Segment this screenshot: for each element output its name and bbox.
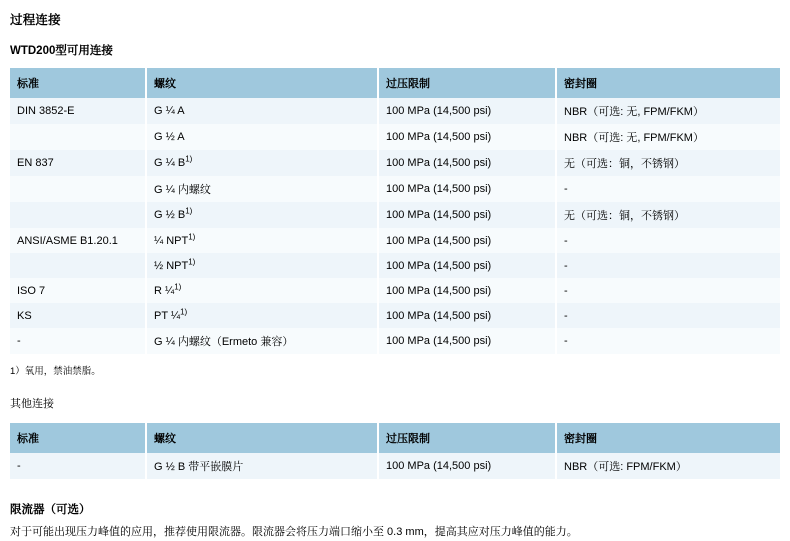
cell-standard (10, 202, 146, 228)
cell-seal: - (556, 303, 780, 328)
cell-standard (10, 176, 146, 202)
cell-overpressure: 100 MPa (14,500 psi) (378, 124, 556, 150)
restrictor-description: 对于可能出现压力峰值的应用，推荐使用限流器。限流器会将压力端口缩小至 0.3 mm，提高其应对压力峰值的能力。 (10, 526, 578, 538)
cell-seal: - (556, 228, 780, 253)
cell-seal: NBR（可选: 无, FPM/FKM） (556, 98, 780, 124)
cell-thread-text: ¼ NPT (154, 234, 189, 247)
cell-overpressure: 100 MPa (14,500 psi) (378, 150, 556, 176)
table-row (10, 98, 780, 124)
column-header-standard: 标准 (10, 68, 146, 98)
cell-overpressure: 100 MPa (14,500 psi) (378, 253, 556, 278)
cell-thread (146, 98, 378, 124)
cell-thread-text: ½ NPT (154, 259, 189, 272)
cell-seal: - (556, 328, 780, 354)
cell-thread-text: G ½ B (154, 209, 186, 221)
table-row (10, 176, 780, 202)
cell-thread (146, 150, 378, 176)
cell-seal: 无（可选：铜，不锈钢） (556, 202, 780, 228)
cell-thread-text: G ¼ A (154, 105, 185, 117)
cell-thread-text: PT ¼ (154, 309, 181, 322)
table-row (10, 278, 780, 303)
table-row (10, 303, 780, 328)
cell-standard: - (10, 328, 146, 354)
table-row (10, 228, 780, 253)
cell-thread-text: G ½ A (154, 131, 185, 143)
column-header-thread: 螺纹 (146, 423, 378, 453)
cell-thread (146, 328, 378, 354)
cell-thread-footnote-marker: 1) (174, 281, 182, 291)
other-connections-table-body (10, 453, 780, 479)
cell-thread (146, 124, 378, 150)
cell-overpressure: 100 MPa (14,500 psi) (378, 453, 556, 479)
section-heading-available-connections: WTD200型可用连接 (10, 45, 113, 57)
cell-standard: EN 837 (10, 150, 146, 176)
cell-overpressure: 100 MPa (14,500 psi) (378, 328, 556, 354)
connections-table-head (10, 68, 780, 98)
cell-seal: 无（可选：铜，不锈钢） (556, 150, 780, 176)
page-title: 过程连接 (10, 13, 61, 27)
table-row (10, 453, 780, 479)
cell-standard (10, 253, 146, 278)
cell-seal: NBR（可选: FPM/FKM） (556, 453, 780, 479)
cell-seal: - (556, 278, 780, 303)
other-connections-table (10, 423, 780, 479)
cell-standard: ISO 7 (10, 278, 146, 303)
cell-thread: G ½ B 带平嵌膜片 (146, 453, 378, 479)
cell-thread-footnote-marker: 1) (188, 256, 196, 266)
cell-standard: KS (10, 303, 146, 328)
column-header-seal: 密封圈 (556, 68, 780, 98)
cell-standard: - (10, 453, 146, 479)
cell-seal: - (556, 253, 780, 278)
connections-table (10, 68, 780, 354)
cell-overpressure: 100 MPa (14,500 psi) (378, 228, 556, 253)
cell-overpressure: 100 MPa (14,500 psi) (378, 98, 556, 124)
cell-thread-footnote-marker: 1) (188, 231, 196, 241)
cell-thread-footnote-marker: 1) (180, 306, 188, 316)
cell-standard: DIN 3852-E (10, 98, 146, 124)
section-heading-other-connections: 其他连接 (10, 398, 54, 410)
table-footnote: 1）氧用，禁油禁脂。 (10, 366, 101, 377)
cell-thread-footnote-marker: 1) (185, 206, 193, 216)
cell-overpressure: 100 MPa (14,500 psi) (378, 202, 556, 228)
cell-standard (10, 124, 146, 150)
cell-thread-text: G ¼ 内螺纹（Ermeto 兼容） (154, 336, 294, 348)
table-row (10, 328, 780, 354)
cell-seal: NBR（可选: 无, FPM/FKM） (556, 124, 780, 150)
section-heading-restrictor: 限流器（可选） (10, 504, 91, 516)
cell-overpressure: 100 MPa (14,500 psi) (378, 303, 556, 328)
cell-thread (146, 303, 378, 328)
column-header-standard: 标准 (10, 423, 146, 453)
cell-overpressure: 100 MPa (14,500 psi) (378, 278, 556, 303)
column-header-thread: 螺纹 (146, 68, 378, 98)
cell-seal: - (556, 176, 780, 202)
column-header-overpressure: 过压限制 (378, 423, 556, 453)
table-row (10, 124, 780, 150)
column-header-seal: 密封圈 (556, 423, 780, 453)
cell-thread (146, 253, 378, 278)
cell-thread (146, 278, 378, 303)
table-row (10, 253, 780, 278)
cell-thread-text: G ¼ B (154, 157, 186, 169)
table-row (10, 150, 780, 176)
cell-overpressure: 100 MPa (14,500 psi) (378, 176, 556, 202)
column-header-overpressure: 过压限制 (378, 68, 556, 98)
cell-thread (146, 202, 378, 228)
cell-thread (146, 228, 378, 253)
connections-table-body (10, 98, 780, 354)
table-row (10, 202, 780, 228)
other-connections-table-head (10, 423, 780, 453)
cell-thread-text: G ¼ 内螺纹 (154, 184, 211, 196)
cell-thread (146, 176, 378, 202)
table-header-row (10, 68, 780, 98)
cell-thread-text: R ¼ (154, 284, 175, 297)
cell-standard: ANSI/ASME B1.20.1 (10, 228, 146, 253)
cell-thread-footnote-marker: 1) (185, 154, 193, 164)
table-header-row (10, 423, 780, 453)
